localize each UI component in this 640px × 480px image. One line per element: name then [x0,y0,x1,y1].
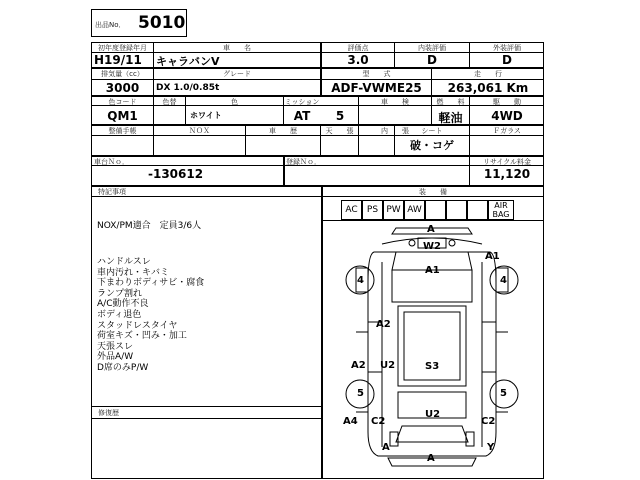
mark-right-rear-quarter: C2 [481,416,496,427]
recycle-fee: 11,120 [483,167,531,181]
equip-blank-2 [446,200,467,220]
exterior-grade-label: 外装評価 [493,44,521,52]
color-code-label: 色コード [108,98,137,106]
interior-grade: D [427,53,437,67]
repair-history-label: 修復歴 [98,409,119,417]
fuel-label: 燃 料 [436,98,465,106]
exterior-grade: D [502,53,512,67]
mileage: 263,061 Km [447,81,529,95]
registration-label: 登録Ｎｏ． [286,158,321,166]
list-item: 下まわりボディサビ・腐食 [97,278,205,289]
history-label: 車 歴 [269,127,297,135]
list-item: 車内汚れ・キバミ [97,267,170,278]
mark-left-sill: U2 [380,360,396,371]
fuel: 軽油 [438,111,463,125]
drive: 4WD [491,109,523,123]
mark-rear-bumper: A [427,453,435,464]
lot-number-box [91,9,187,37]
lot-label: 出品No． [95,21,126,29]
notes-line1: NOX/PM適合 定員3/6人 [97,221,202,231]
mark-roof: S3 [425,361,440,372]
score: 3.0 [347,53,369,67]
list-item: A/C動作不良 [97,299,149,310]
equip-aw: AW [404,200,425,220]
list-item: 外品A/W [97,352,134,363]
mark-hood: A1 [425,265,440,276]
drive-label: 駆 動 [493,98,521,106]
mark-left-door: A2 [376,319,391,330]
lot-number: 5010 [138,13,186,33]
score-label: 評価点 [347,44,369,52]
chassis-label: 車台Ｎｏ． [94,158,129,166]
equip-ps: PS [362,200,383,220]
mark-right-bottom: Y [487,442,495,453]
equip-ac: AC [341,200,362,220]
notes-list [97,257,204,374]
mark-front-glass: W2 [423,241,441,252]
mark-front-bumper: A [427,224,435,235]
equip-airbag: AIR BAG [488,200,514,220]
car-name-label: 車 名 [223,44,251,52]
color-label: 色 [231,98,238,106]
equip-pw: PW [383,200,404,220]
inspection: 5 [335,109,345,123]
list-item: D席のみP/W [97,362,149,373]
list-item: スタッドレスタイヤ [97,320,178,331]
grade-label: グレード [223,70,251,78]
mark-left-rear-quarter: C2 [371,416,386,427]
recycle-label: リサイクル料金 [482,158,532,166]
mark-left-rear-tire: 5 [357,388,364,399]
mark-right-front-tire: 4 [500,275,507,286]
equip-blank-3 [467,200,488,220]
mission-label: ミッション [284,98,320,106]
model-code: ADF-VWME25 [331,81,422,95]
list-item: 荷室キズ・凹み・加工 [97,331,187,342]
seat-label: シート [421,127,443,135]
mark-right-fender: A1 [485,251,500,262]
seat: 破・コゲ [410,139,454,152]
list-item: ボディ退色 [97,309,142,320]
interior-lining-label: 内 張 [381,127,409,135]
list-item: ランプ割れ [97,288,143,299]
color-swap-label: 色替 [162,98,177,106]
mark-left-rear: A2 [351,360,366,371]
mileage-label: 走 行 [474,70,502,78]
car-diagram [322,222,543,478]
notes-header: 特記事項 [98,188,126,196]
grade: DX 1.0/0.85t [156,83,220,93]
mark-left-bottom: A [382,442,390,453]
first-registration: H19/11 [94,53,142,67]
mark-left-front-tire: 4 [357,275,364,286]
mark-right-rear-tire: 5 [500,388,507,399]
list-item: ハンドルスレ [97,257,151,267]
list-item: 天張スレ [97,341,134,352]
displacement: 3000 [105,81,140,95]
interior-grade-label: 内装評価 [418,44,446,52]
nox-label: ＮＯＸ [189,127,210,135]
fglass-label: Ｆガラス [493,127,521,135]
inspection-label: 車 検 [381,98,409,106]
manual-label: 整備手帳 [108,127,137,135]
mark-rear-panel: U2 [425,409,441,420]
color: ホワイト [190,111,222,120]
equip-blank-1 [425,200,446,220]
car-name: キャラバンV [156,55,220,68]
equipment-header: 装 備 [419,188,447,196]
ceiling-label: 天 張 [325,127,354,135]
displacement-label: 排気量（cc） [101,70,144,78]
chassis-number: -130612 [148,167,204,181]
color-code: QM1 [107,109,138,123]
model-label: 型 式 [362,70,391,78]
mission: AT [293,109,311,123]
year-label: 初年度登録年月 [98,44,147,52]
mark-left-rear-corner: A4 [343,416,358,427]
